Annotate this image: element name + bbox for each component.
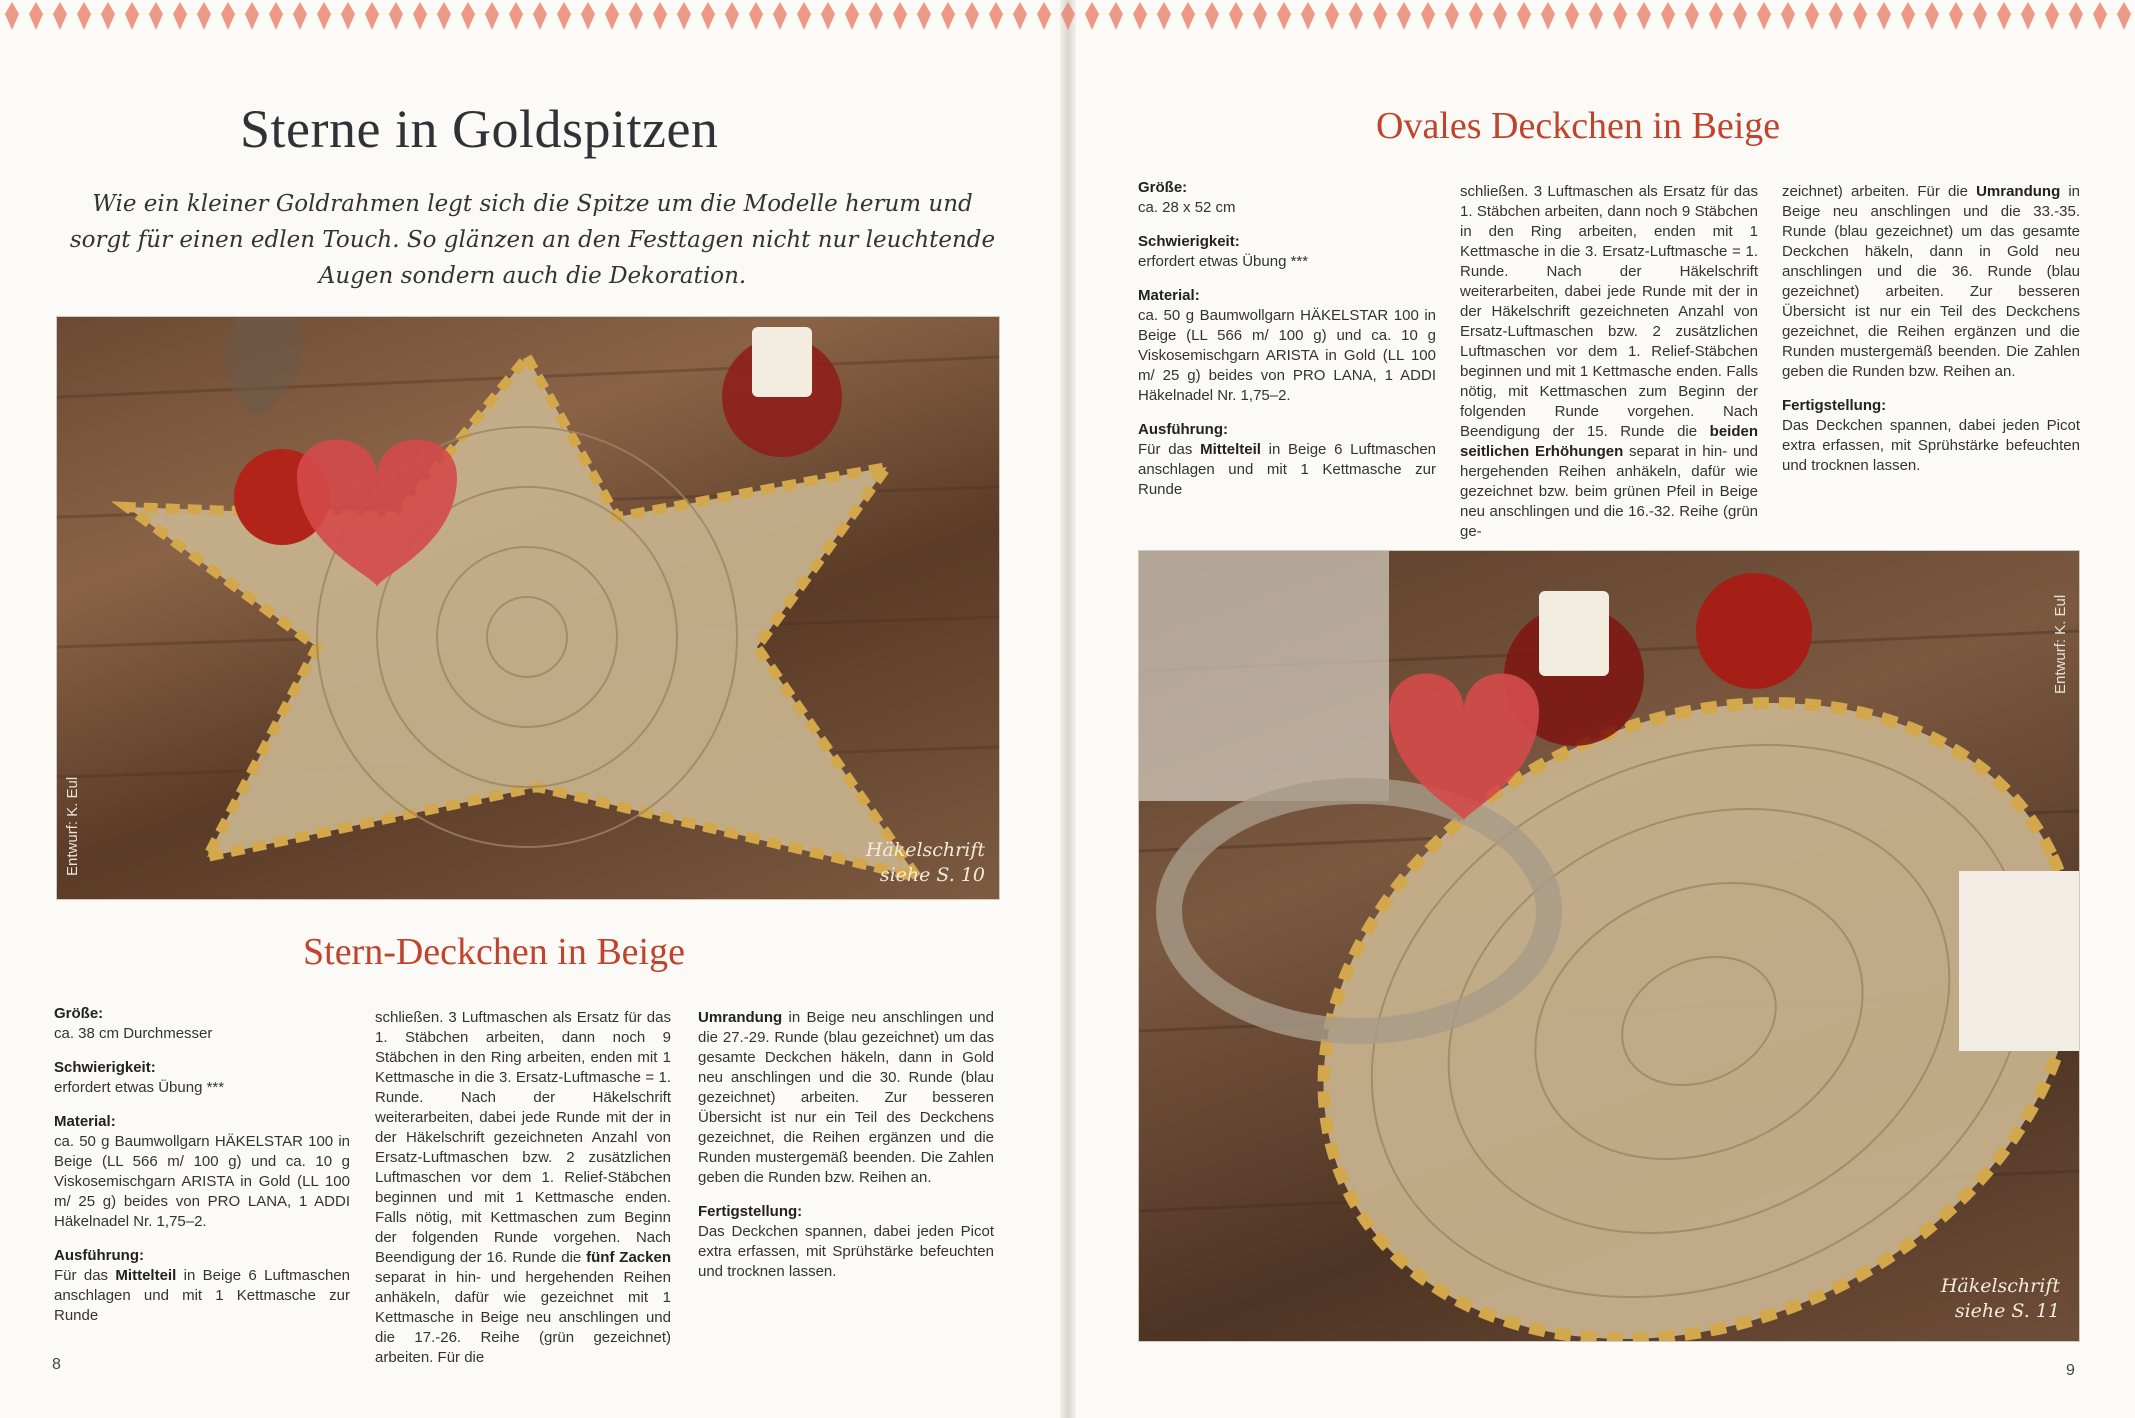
photo-star-doily	[56, 316, 1000, 900]
finish-heading: Fertigstellung:	[1782, 397, 1887, 414]
instructions-text: schließen. 3 Luftmaschen als Ersatz für das 1. Stäbchen arbeiten, dann noch 9 Stäbchen in den Ring arbeiten, enden mit 1 Kettmasche in die 3. Ersatz-Luftmasche = 1. Runde. Nach der Häkelschrift weiterarbeiten, dabei jede Runde mit der in der Häkelschrift gezeichneten Anzahl von Ersatz-Luftmaschen bzw. 2 zusätzlichen Luftmaschen vor dem 1. Relief-Stäbchen beginnen und mit 1 Kettmasche enden. Falls nötig, mit Kettmaschen zum Beginn der folgenden Runde vorgehen. Nach Beendigung der 16. Runde die fünf Zacken separat in hin- und hergehenden Reihen anhäkeln, dafür wie gezeichnet mit 1 Kettmasche in Beige neu anschlingen und die 17.-26. Reihe (grün gezeichnet) arbeiten. Für die	[375, 1009, 671, 1366]
material-value: ca. 50 g Baumwollgarn HÄKELSTAR 100 in Beige (LL 566 m/ 100 g) und ca. 10 g Viskosemischgarn ARISTA in Gold (LL 100 m/ 25 g) beides von PRO LANA, 1 ADDI Häkelnadel Nr. 1,75–2.	[1138, 307, 1436, 404]
photo-credit: Entwurf: K. Eul	[64, 776, 81, 876]
finish-text: Das Deckchen spannen, dabei jeden Picot extra erfassen, mit Sprühstärke befeuchten und trocknen lassen.	[1782, 417, 2080, 474]
border-text: zeichnet) arbeiten. Für die Umrandung in Beige neu anschlingen und die 33.-35. Runde (blau gezeichnet) um das gesamte Deckchen häkeln, dann in Gold neu anschlingen und die 36. Runde (blau gezeichnet) arbeiten. Zur besseren Übersicht ist nur ein Teil des Deckchens gezeichnet, die Reihen ergänzen und die Runden mustergemäß beenden. Die Zahlen geben die Runden bzw. Reihen an.	[1782, 183, 2081, 380]
crochet-note-line2: siehe S. 10	[879, 864, 985, 886]
size-value: ca. 28 x 52 cm	[1138, 199, 1236, 216]
diamond-border	[0, 0, 2135, 38]
right-col-1	[1138, 178, 1436, 500]
page-number-right: 9	[2066, 1362, 2075, 1379]
diamond-border-pattern	[0, 0, 2135, 38]
right-col-3	[1782, 182, 2080, 476]
left-col-3	[698, 1008, 994, 1282]
crochet-chart-reference	[860, 838, 985, 888]
execution-text: Für das Mittelteil in Beige 6 Luftmaschen anschlagen und mit 1 Kettmasche zur Runde	[54, 1267, 350, 1324]
material-heading: Material:	[54, 1113, 116, 1130]
crochet-note-line1: Häkelschrift	[1940, 1275, 2060, 1297]
photo-credit: Entwurf: K. Eul	[2052, 594, 2069, 694]
material-heading: Material:	[1138, 287, 1200, 304]
section-title-star-doily: Stern-Deckchen in Beige	[303, 931, 685, 973]
oval-doily-illustration	[1139, 551, 2079, 1341]
finish-text: Das Deckchen spannen, dabei jeden Picot extra erfassen, mit Sprühstärke befeuchten und trocknen lassen.	[698, 1223, 994, 1280]
intro-text: Wie ein kleiner Goldrahmen legt sich die Spitze um die Modelle herum und sorgt für einen edlen Touch. So glänzen an den Festtagen nicht nur leuchtende Augen sondern auch die Dekoration.	[69, 191, 996, 289]
page-number-left: 8	[52, 1356, 61, 1373]
execution-heading: Ausführung:	[54, 1247, 144, 1264]
star-doily-illustration	[57, 317, 999, 899]
size-heading: Größe:	[54, 1005, 104, 1022]
difficulty-heading: Schwierigkeit:	[1138, 233, 1240, 250]
crochet-note-line2: siehe S. 11	[1954, 1300, 2060, 1322]
difficulty-heading: Schwierigkeit:	[54, 1059, 156, 1076]
book-gutter	[1060, 0, 1076, 1418]
photo-oval-doily	[1138, 550, 2080, 1342]
difficulty-value: erfordert etwas Übung ***	[54, 1079, 225, 1096]
instructions-text: schließen. 3 Luftmaschen als Ersatz für das 1. Stäbchen arbeiten, dann noch 9 Stäbchen in den Ring arbeiten, enden mit 1 Kettmasche in die 3. Ersatz-Luftmasche = 1. Runde. Nach der Häkelschrift weiterarbeiten, dabei jede Runde mit der in der Häkelschrift gezeichneten Anzahl von Ersatz-Luftmaschen bzw. 2 zusätzlichen Luftmaschen vor dem 1. Relief-Stäbchen beginnen und mit 1 Kettmasche enden. Falls nötig, mit Kettmaschen zum Beginn der folgenden Runde vorgehen. Nach Beendigung der 15. Runde die beiden seitlichen Erhöhungen separat in hin- und hergehenden Reihen anhäkeln, dafür wie gezeichnet bzw. beim grünen Pfeil in Beige neu anschlingen und die 16.-32. Reihe (grün ge-	[1460, 183, 1758, 540]
left-col-2	[375, 1008, 671, 1368]
size-heading: Größe:	[1138, 179, 1188, 196]
size-value: ca. 38 cm Durchmesser	[54, 1025, 213, 1042]
crochet-chart-reference	[1920, 1274, 2060, 1324]
execution-heading: Ausführung:	[1138, 421, 1228, 438]
crochet-note-line1: Häkelschrift	[865, 839, 985, 861]
left-col-1	[54, 1004, 350, 1326]
section-title-oval-doily: Ovales Deckchen in Beige	[1376, 105, 1781, 147]
difficulty-value: erfordert etwas Übung ***	[1138, 253, 1309, 270]
execution-text: Für das Mittelteil in Beige 6 Luftmaschen anschlagen und mit 1 Kettmasche zur Runde	[1138, 441, 1436, 498]
right-col-2	[1460, 182, 1758, 542]
border-text: Umrandung in Beige neu anschlingen und die 27.-29. Runde (blau gezeichnet) um das gesamte Deckchen häkeln, dann in Gold neu anschlingen und die 30. Runde (blau gezeichnet) arbeiten. Zur besseren Übersicht ist nur ein Teil des Deckchens gezeichnet, die Reihen ergänzen und die Runden mustergemäß beenden. Die Zahlen geben die Runden bzw. Reihen an.	[698, 1009, 994, 1186]
page-title: Sterne in Goldspitzen	[240, 99, 719, 159]
material-value: ca. 50 g Baumwollgarn HÄKELSTAR 100 in Beige (LL 566 m/ 100 g) und ca. 10 g Viskosemischgarn ARISTA in Gold (LL 100 m/ 25 g) beides von PRO LANA, 1 ADDI Häkelnadel Nr. 1,75–2.	[54, 1133, 350, 1230]
finish-heading: Fertigstellung:	[698, 1203, 803, 1220]
